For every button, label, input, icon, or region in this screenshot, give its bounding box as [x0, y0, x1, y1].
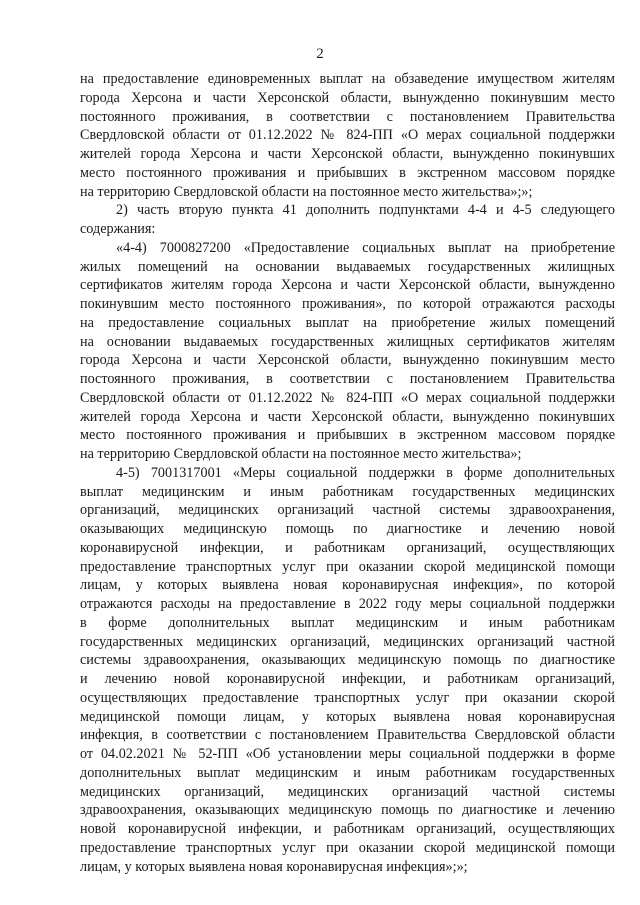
- text-line: постоянного проживания, в соответствии с постановлением Правительства: [80, 108, 615, 125]
- paragraph-1: [80, 70, 615, 201]
- text-line: лицам, у которых выявлена новая коронавирусная инфекция», по которой: [80, 577, 615, 594]
- text-line: системы здравоохранения, оказывающих медицинскую помощь по диагностике: [80, 652, 615, 669]
- text-line: место постоянного проживания и прибывших в экстренном массовом порядке: [80, 427, 615, 444]
- text-line: место постоянного проживания и прибывших в экстренном массовом порядке: [80, 164, 615, 181]
- text-line: новой коронавирусной инфекции, и работникам организаций, осуществляющих: [80, 821, 615, 837]
- text-line: государственных медицинских организаций, медицинских организаций частной: [80, 633, 615, 650]
- text-line: медицинской помощи лицам, у которых выявлена новая коронавирусная: [80, 708, 615, 725]
- paragraph-2: [80, 201, 615, 239]
- page-number: 2: [316, 46, 324, 62]
- text-line: на предоставление единовременных выплат на обзаведение имуществом жителям: [80, 71, 615, 87]
- text-line: сертификатов жителям города Херсона и части Херсонской области, вынужденно: [80, 277, 615, 294]
- text-line: города Херсона и части Херсонской области, вынужденно покинувшим место: [80, 352, 615, 369]
- text-line: лицам, у которых выявлена новая коронавирусная инфекция»;»;: [80, 858, 468, 875]
- text-line: здравоохранения, оказывающих медицинскую помощь по диагностике и лечению: [80, 802, 615, 819]
- text-line: дополнительных выплат медицинским и иным работникам государственных: [80, 764, 615, 781]
- text-line: Свердловской области от 01.12.2022 № 824-ПП «О мерах социальной поддержки: [80, 127, 615, 144]
- text-line: от 04.02.2021 № 52-ПП «Об установлении меры социальной поддержки в форме: [80, 746, 615, 762]
- text-line: содержания:: [80, 221, 156, 237]
- text-line: предоставление транспортных услуг при оказании скорой медицинской помощи: [80, 839, 615, 856]
- text-line: предоставление транспортных услуг при оказании скорой медицинской помощи: [80, 558, 615, 575]
- text-line: коронавирусной инфекции, и работникам организаций, осуществляющих: [80, 539, 615, 556]
- document-body: [80, 70, 615, 876]
- text-line: на основании выдаваемых государственных жилищных сертификатов жителям: [80, 333, 615, 350]
- text-line: инфекция, в соответствии с постановлением Правительства Свердловской области: [80, 727, 615, 744]
- text-line: жителей города Херсона и части Херсонской области, вынужденно покинувших: [80, 408, 615, 425]
- text-line: осуществляющих предоставление транспортных услуг при оказании скорой: [80, 689, 615, 706]
- text-line: на территорию Свердловской области на постоянное место жительства»;: [80, 446, 522, 462]
- text-line: постоянного проживания, в соответствии с постановлением Правительства: [80, 371, 615, 387]
- text-line: на территорию Свердловской области на постоянное место жительства»;»;: [80, 183, 533, 200]
- text-line: города Херсона и части Херсонской области, вынужденно покинувшим место: [80, 89, 615, 106]
- text-line: покинувшим место постоянного проживания», по которой отражаются расходы: [80, 296, 615, 312]
- text-line: 4-5) 7001317001 «Меры социальной поддержки в форме дополнительных: [116, 464, 615, 481]
- paragraph-3: [80, 239, 615, 464]
- text-line: отражаются расходы на предоставление в 2022 году меры социальной поддержки: [80, 596, 615, 612]
- text-line: Свердловской области от 01.12.2022 № 824-ПП «О мерах социальной поддержки: [80, 389, 615, 406]
- text-line: «4-4) 7000827200 «Предоставление социальных выплат на приобретение: [116, 239, 615, 256]
- text-line: оказывающих медицинскую помощь по диагностике и лечению новой: [80, 521, 615, 537]
- paragraph-4: [80, 464, 615, 877]
- text-line: выплат медицинским и иным работникам государственных медицинских: [80, 483, 615, 500]
- text-line: 2) часть вторую пункта 41 дополнить подпунктами 4-4 и 4-5 следующего: [116, 202, 615, 219]
- text-line: жилых помещений на основании выдаваемых государственных жилищных: [80, 258, 615, 275]
- text-line: на предоставление социальных выплат на приобретение жилых помещений: [80, 314, 615, 331]
- text-line: медицинских организаций, медицинских организаций частной системы: [80, 783, 615, 800]
- text-line: и лечению новой коронавирусной инфекции, и работникам организаций,: [80, 671, 615, 687]
- text-line: жителей города Херсона и части Херсонской области, вынужденно покинувших: [80, 146, 615, 162]
- text-line: в форме дополнительных выплат медицинским и иным работникам: [80, 614, 615, 631]
- text-line: организаций, медицинских организаций частной системы здравоохранения,: [80, 502, 615, 519]
